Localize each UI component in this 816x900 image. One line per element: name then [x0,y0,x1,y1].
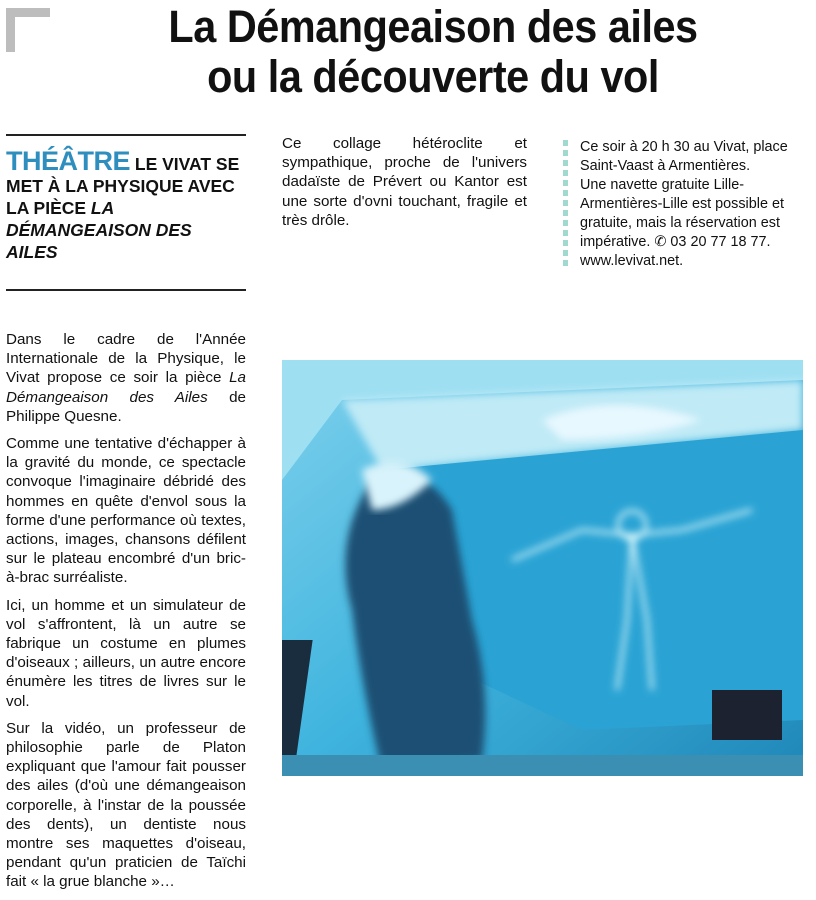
kicker [6,146,246,263]
kicker-top-rule [6,134,246,136]
article-column-2 [282,134,527,230]
article-paragraph-2: Comme une tentative d'échapper à la gravité du monde, ce spectacle convoque l'imaginaire débridé des hommes en quête d'envol sous la forme d'une performance où textes, actions, images, chansons défilent sur le plateau encombré d'un bric-à-brac surréaliste. [6,435,246,587]
stage-photo [282,360,803,776]
paragraph-text: Dans le cadre de l'Année Internationale de la Physique, le Vivat propose ce soir la pièce [6,331,246,387]
headline [90,2,776,102]
paragraph-text: de Philippe Quesne. [6,388,246,425]
article-column-1 [6,330,246,900]
article-column-3 [560,134,803,271]
play-title: La Démangeaison des Ailes [6,369,246,406]
info-dotted-bar [563,140,568,266]
article-paragraph-4: Sur la vidéo, un professeur de philosophie parle de Platon expliquant que l'amour fait pousser des ailes (d'où une démangeaison corporelle, à l'instar de la poussée des dents), un dentiste nous montre ses maquettes d'oiseau, pendant qu'un praticien de Taïchi fait « la grue blanche »… [6,719,246,891]
article-paragraph-1 [6,330,246,426]
info-line-1: Ce soir à 20 h 30 au Vivat, place Saint-Vaast à Armentières. [580,139,788,174]
article-paragraph-3: Ici, un homme et un simulateur de vol s'affrontent, là un autre se fabrique un costume en plumes d'oiseaux ; ailleurs, un autre encore énumère les titres de livres sur le vol. [6,596,246,710]
info-line-2: Une navette gratuite Lille-Armentières-Lille est possible et gratuite, mais la réservation est impérative. ✆ 03 20 77 18 77. [580,177,784,250]
info-line-3: www.levivat.net. [580,253,684,269]
category-label: THÉÂTRE [6,146,130,176]
kicker-play-title: LA DÉMANGEAISON DES AILES [6,198,192,262]
practical-info [560,138,803,271]
headline-line-1: La Démangeaison des ailes [168,1,698,52]
corner-mark [6,8,50,52]
stage-photo-icon [282,360,803,776]
headline-line-2: ou la découverte du vol [207,51,659,102]
kicker-bottom-rule [6,289,246,291]
kicker-text: LE VIVAT SE MET À LA PHYSIQUE AVEC LA PIÈCE [6,154,240,218]
article-paragraph-5: Ce collage hétéroclite et sympathique, proche de l'univers dadaïste de Prévert ou Kantor est une sorte d'ovni touchant, fragile et très drôle. [282,135,527,229]
